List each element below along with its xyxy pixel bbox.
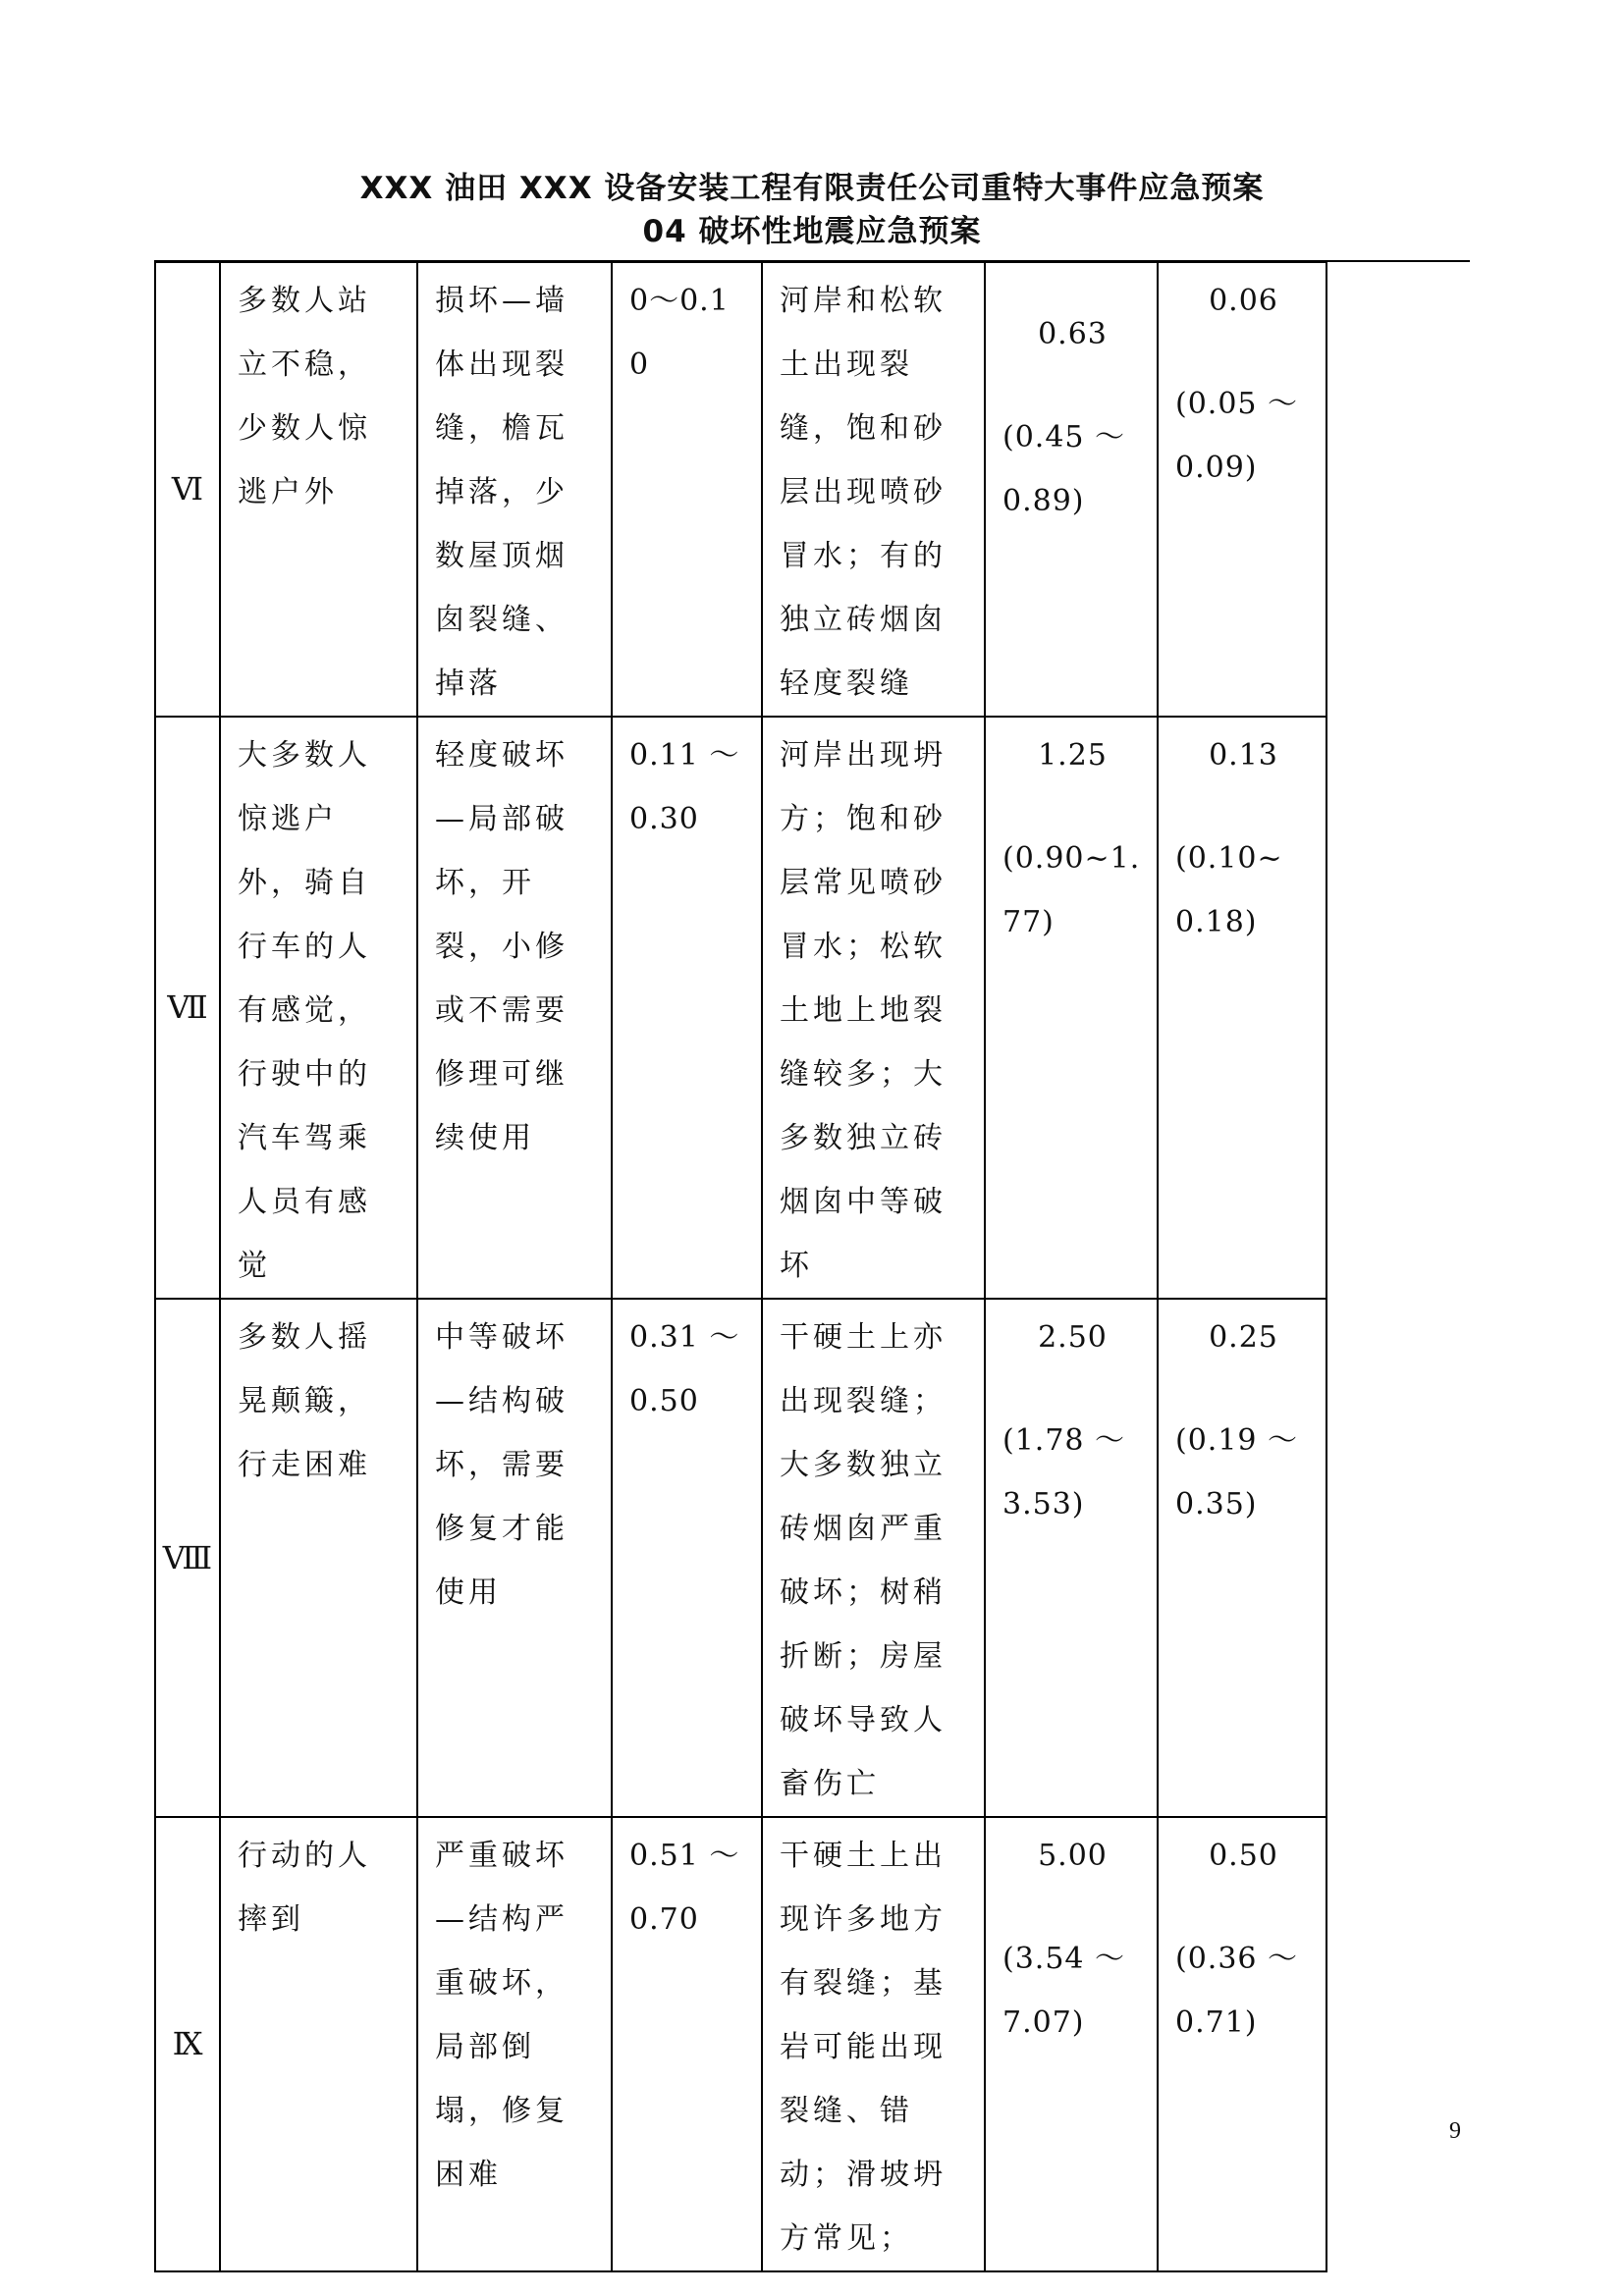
peak-acceleration-range: (0.45 ～ 0.89) bbox=[1002, 420, 1126, 518]
table-row bbox=[155, 1299, 1326, 1817]
human-feeling-cell: 大多数人惊逃户外，骑自行车的人有感觉，行驶中的汽车驾乘人员有感觉 bbox=[220, 717, 417, 1299]
building-damage-cell: 中等破坏—结构破坏，需要修复才能使用 bbox=[417, 1299, 612, 1817]
peak-velocity-cell bbox=[1158, 1299, 1326, 1817]
peak-acceleration-cell bbox=[985, 1817, 1158, 2271]
damage-index-cell: 0.11 ～ 0.30 bbox=[612, 717, 762, 1299]
peak-velocity-range: (0.19 ～ 0.35) bbox=[1175, 1423, 1299, 1522]
damage-index-cell: 0.31 ～ 0.50 bbox=[612, 1299, 762, 1817]
peak-velocity-value: 0.50 bbox=[1209, 1839, 1278, 1873]
peak-acceleration-range: (0.90~1.77) bbox=[1002, 841, 1141, 939]
page-number: 9 bbox=[1449, 2118, 1461, 2144]
intensity-table bbox=[154, 261, 1327, 2272]
other-phenomena-cell: 河岸出现坍方；饱和砂层常见喷砂冒水；松软土地上地裂缝较多；大多数独立砖烟囱中等破坏 bbox=[762, 717, 985, 1299]
peak-velocity-value: 0.06 bbox=[1209, 284, 1278, 318]
peak-velocity-range: (0.36 ～ 0.71) bbox=[1175, 1942, 1299, 2040]
other-phenomena-cell: 干硬土上亦出现裂缝；大多数独立砖烟囱严重破坏；树稍折断；房屋破坏导致人畜伤亡 bbox=[762, 1299, 985, 1817]
peak-acceleration-cell bbox=[985, 717, 1158, 1299]
building-damage-cell: 严重破坏—结构严重破坏，局部倒塌，修复困难 bbox=[417, 1817, 612, 2271]
intensity-grade-cell: Ⅵ bbox=[155, 262, 220, 717]
other-phenomena-cell: 河岸和松软土出现裂缝，饱和砂层出现喷砂冒水；有的独立砖烟囱轻度裂缝 bbox=[762, 262, 985, 717]
building-damage-cell: 损坏—墙体出现裂缝，檐瓦掉落，少数屋顶烟囱裂缝、掉落 bbox=[417, 262, 612, 717]
peak-velocity-range: (0.05 ～ 0.09) bbox=[1175, 387, 1299, 485]
header-title-line1: XXX 油田 XXX 设备安装工程有限责任公司重特大事件应急预案 bbox=[359, 171, 1265, 206]
peak-velocity-value: 0.25 bbox=[1209, 1320, 1278, 1355]
intensity-grade-cell: Ⅷ bbox=[155, 1299, 220, 1817]
peak-acceleration-value: 2.50 bbox=[1038, 1320, 1108, 1355]
peak-velocity-cell bbox=[1158, 717, 1326, 1299]
other-phenomena-cell: 干硬土上出现许多地方有裂缝；基岩可能出现裂缝、错动；滑坡坍方常见； bbox=[762, 1817, 985, 2271]
building-damage-cell: 轻度破坏—局部破坏，开裂，小修或不需要修理可继续使用 bbox=[417, 717, 612, 1299]
table-row bbox=[155, 717, 1326, 1299]
damage-index-cell: 0～0.10 bbox=[612, 262, 762, 717]
peak-acceleration-cell bbox=[985, 262, 1158, 717]
header-title-line2: 04 破坏性地震应急预案 bbox=[642, 214, 982, 249]
peak-acceleration-value: 1.25 bbox=[1038, 738, 1108, 773]
human-feeling-cell: 多数人站立不稳，少数人惊逃户外 bbox=[220, 262, 417, 717]
human-feeling-cell: 多数人摇晃颠簸，行走困难 bbox=[220, 1299, 417, 1817]
peak-acceleration-range: (1.78 ～ 3.53) bbox=[1002, 1423, 1126, 1522]
document-header bbox=[0, 167, 1624, 253]
human-feeling-cell: 行动的人摔到 bbox=[220, 1817, 417, 2271]
peak-acceleration-cell bbox=[985, 1299, 1158, 1817]
intensity-grade-cell: Ⅶ bbox=[155, 717, 220, 1299]
peak-velocity-cell bbox=[1158, 1817, 1326, 2271]
peak-velocity-cell bbox=[1158, 262, 1326, 717]
peak-velocity-value: 0.13 bbox=[1209, 738, 1278, 773]
peak-acceleration-value: 0.63 bbox=[1038, 317, 1108, 351]
peak-velocity-range: (0.10~0.18) bbox=[1175, 841, 1283, 939]
damage-index-cell: 0.51 ～ 0.70 bbox=[612, 1817, 762, 2271]
peak-acceleration-value: 5.00 bbox=[1038, 1839, 1108, 1873]
table-row bbox=[155, 262, 1326, 717]
table-row bbox=[155, 1817, 1326, 2271]
intensity-grade-cell: Ⅸ bbox=[155, 1817, 220, 2271]
peak-acceleration-range: (3.54 ～ 7.07) bbox=[1002, 1942, 1126, 2040]
